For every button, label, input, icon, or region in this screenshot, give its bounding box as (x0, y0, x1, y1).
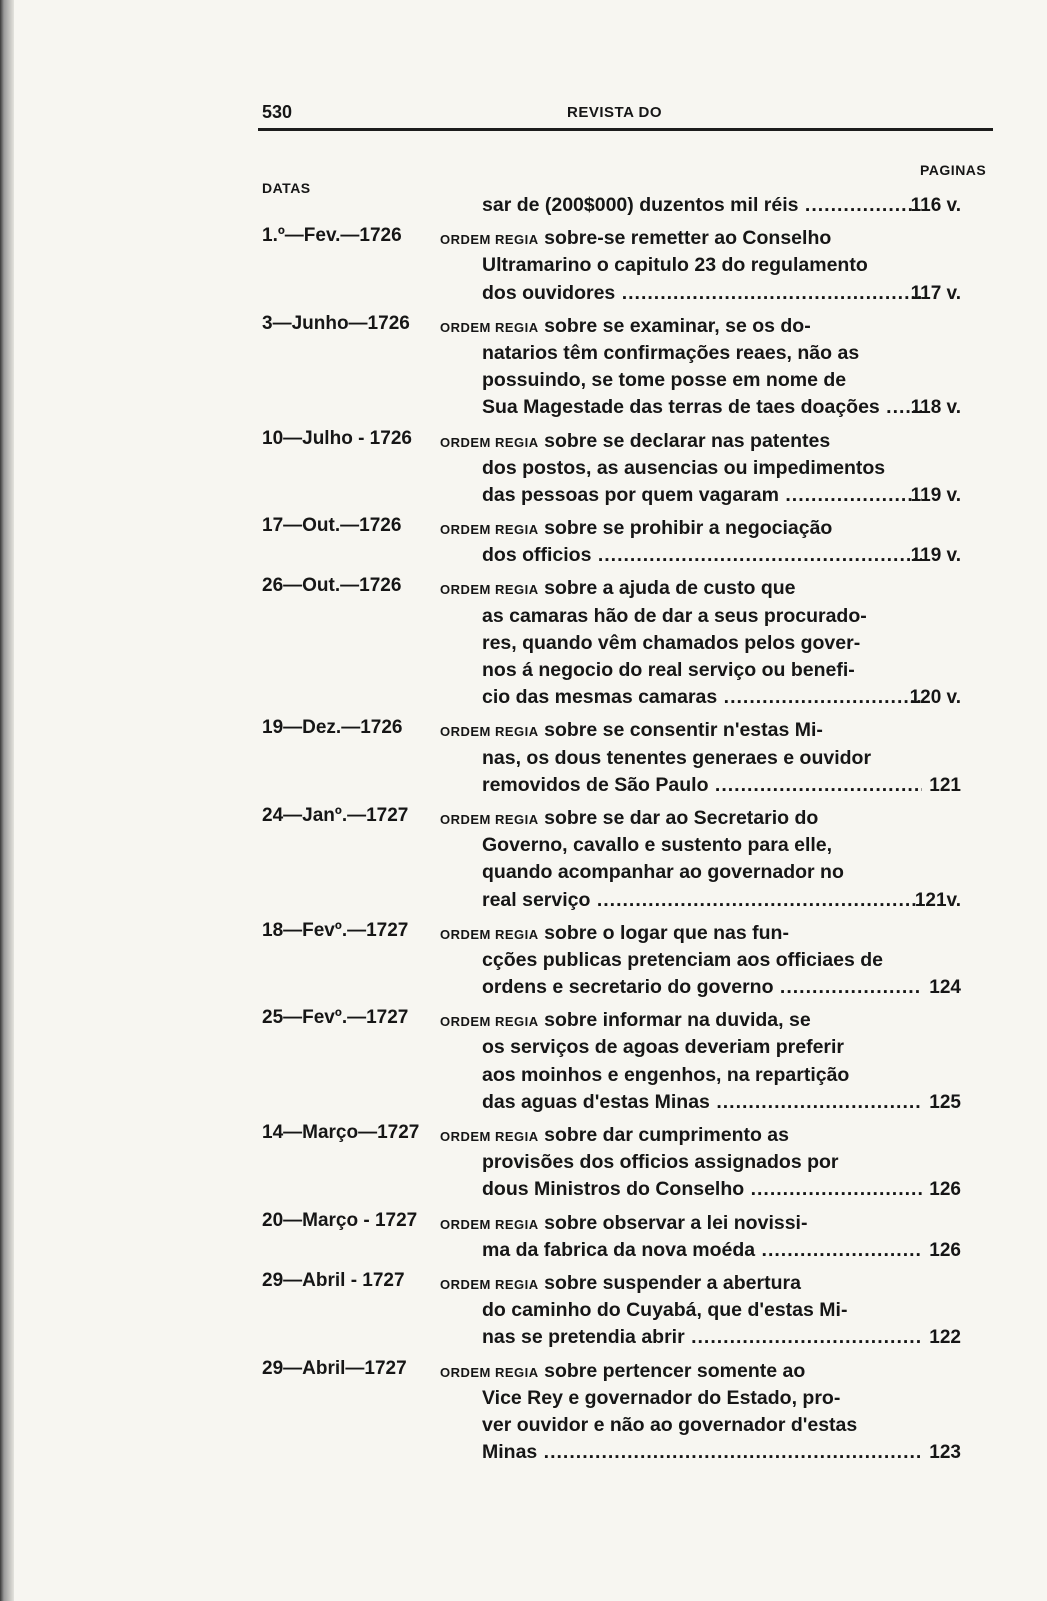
order-title: ORDEM REGIA (440, 522, 539, 538)
entry-line (262, 515, 997, 542)
index-entry (262, 1358, 997, 1467)
entry-date: 10—Julho - 1726 (262, 427, 412, 449)
index-entries (262, 192, 997, 1472)
entry-text: do caminho do Cuyabá, que d'estas Mi- (482, 1299, 848, 1322)
entry-line (262, 1412, 997, 1439)
entry-line (262, 340, 997, 367)
entry-text: sobre se dar ao Secretario do (544, 806, 819, 829)
order-title: ORDEM REGIA (440, 811, 539, 827)
entry-line (262, 1439, 997, 1466)
entry-line (262, 225, 997, 252)
page-reference: 121 (929, 774, 961, 796)
entry-line (262, 1062, 997, 1089)
entry-text: sar de (200$000) duzentos mil réis (482, 194, 799, 216)
entry-date: 24—Janº.—1727 (262, 804, 409, 826)
entry-text: Governo, cavallo e sustento para elle, (482, 834, 833, 857)
entry-text: os serviços de agoas deveriam preferir (482, 1036, 845, 1059)
entry-text: aos moinhos e engenhos, na repartição (482, 1063, 850, 1086)
entry-line (262, 455, 997, 482)
order-title: ORDEM REGIA (440, 582, 539, 598)
entry-line (262, 280, 997, 307)
index-entry (262, 515, 997, 569)
entry-text: dos ouvidores (482, 281, 616, 304)
entry-text: provisões dos officios assignados por (482, 1151, 839, 1174)
entry-text: Minas (482, 1441, 538, 1464)
entry-text: sobre se prohibir a negociação (544, 517, 833, 540)
entry-text: quando acompanhar ao governador no (482, 861, 844, 884)
entry-date: 3—Junho—1726 (262, 312, 410, 334)
entry-text: sobre informar na duvida, se (544, 1009, 811, 1032)
entry-line (262, 252, 997, 279)
entry-date: 19—Dez.—1726 (262, 717, 403, 739)
index-entry (262, 920, 997, 1002)
entry-text: cio das mesmas camaras (482, 686, 718, 709)
entry-date: 1.º—Fev.—1726 (262, 225, 402, 247)
page-reference: 122 (929, 1327, 961, 1349)
entry-line (262, 367, 997, 394)
entry-date: 18—Fevº.—1727 (262, 919, 409, 941)
index-entry (262, 805, 997, 914)
order-title: ORDEM REGIA (440, 319, 539, 335)
page-reference: 116 v. (910, 195, 961, 216)
order-title: ORDEM REGIA (440, 1364, 539, 1380)
page-reference: 121v. (914, 889, 961, 911)
entry-text: sobre se declarar nas patentes (544, 429, 831, 452)
entry-line (262, 1385, 997, 1412)
page-reference: 118 v. (910, 397, 961, 419)
entry-line (262, 575, 997, 602)
entry-text: Sua Magestade das terras de taes doações (482, 396, 880, 419)
entry-line (262, 974, 997, 1001)
index-entry (262, 192, 997, 219)
entry-line (262, 1176, 997, 1203)
entry-line (262, 1210, 997, 1237)
header-rule (258, 128, 993, 131)
entry-line (262, 657, 997, 684)
entry-text: ma da fabrica da nova moéda (482, 1238, 756, 1261)
pages-column-heading: PAGINAS (920, 162, 987, 178)
entry-text: sobre se consentir n'estas Mi- (544, 719, 823, 742)
entry-line (262, 630, 997, 657)
entry-text: Ultramarino o capitulo 23 do regulamento (482, 254, 868, 277)
entry-line (262, 1324, 997, 1351)
entry-line (262, 947, 997, 974)
index-entry (262, 1210, 997, 1264)
order-title: ORDEM REGIA (440, 1216, 539, 1232)
entry-line (262, 1270, 997, 1297)
entry-line (262, 1237, 997, 1264)
page-reference: 120 v. (909, 687, 961, 709)
index-entry (262, 1122, 997, 1204)
entry-text: nas se pretendia abrir (482, 1326, 685, 1349)
page-reference: 123 (929, 1442, 961, 1464)
index-entry (262, 428, 997, 510)
page-reference: 124 (929, 977, 961, 999)
entry-line (262, 1149, 997, 1176)
index-entry (262, 1270, 997, 1352)
entry-text: sobre se examinar, se os do- (544, 314, 811, 337)
entry-line (262, 482, 997, 509)
index-entry (262, 717, 997, 799)
page-reference: 125 (929, 1091, 961, 1113)
entry-date: 14—Março—1727 (262, 1122, 420, 1143)
entry-text: sobre pertencer somente ao (544, 1359, 806, 1382)
entry-text: nas, os dous tenentes generaes e ouvidor (482, 746, 872, 769)
entry-date: 20—Março - 1727 (262, 1209, 418, 1231)
entry-line (262, 542, 997, 569)
entry-text: removidos de São Paulo (482, 773, 709, 796)
page-reference: 126 (929, 1239, 961, 1261)
entry-line (262, 717, 997, 744)
entry-line (262, 745, 997, 772)
entry-text: cções publicas pretenciam aos officiaes de (482, 948, 883, 971)
entry-line (262, 1007, 997, 1034)
entry-text: possuindo, se tome posse em nome de (482, 369, 847, 392)
entry-line (262, 805, 997, 832)
entry-date: 29—Abril—1727 (262, 1357, 407, 1379)
entry-line (262, 772, 997, 799)
page-reference: 117 v. (910, 282, 961, 304)
page-header (262, 100, 997, 130)
index-entry (262, 225, 997, 307)
entry-text: nos á negocio do real serviço ou benefi- (482, 659, 855, 681)
index-entry (262, 313, 997, 422)
entry-text: natarios têm confirmações reaes, não as (482, 341, 860, 364)
entry-line (262, 603, 997, 630)
entry-text: das aguas d'estas Minas (482, 1090, 710, 1113)
entry-line (262, 1089, 997, 1116)
entry-text: as camaras hão de dar a seus procurado- (482, 604, 867, 627)
index-entry (262, 1007, 997, 1116)
entry-line (262, 1122, 997, 1149)
entry-date: 29—Abril - 1727 (262, 1269, 405, 1291)
entry-text: sobre a ajuda de custo que (544, 577, 796, 600)
book-binding-edge (0, 0, 14, 1601)
entry-line (262, 1297, 997, 1324)
entry-text: sobre suspender a abertura (544, 1271, 801, 1294)
entry-line (262, 313, 997, 340)
entry-line (262, 859, 997, 886)
entry-line (262, 832, 997, 859)
order-title: ORDEM REGIA (440, 434, 539, 450)
page-reference: 119 v. (910, 545, 961, 567)
dates-column-heading: DATAS (262, 180, 311, 196)
entry-text: sobre o logar que nas fun- (544, 921, 789, 944)
page-reference: 119 v. (910, 484, 961, 506)
order-title: ORDEM REGIA (440, 724, 539, 740)
entry-text: ordens e secretario do governo (482, 976, 774, 999)
entry-date: 17—Out.—1726 (262, 515, 402, 537)
entry-line (262, 192, 997, 219)
entry-line (262, 394, 997, 421)
entry-text: ver ouvidor e não ao governador d'estas (482, 1413, 858, 1436)
order-title: ORDEM REGIA (440, 1129, 539, 1144)
entry-text: sobre dar cumprimento as (544, 1124, 789, 1146)
entry-line (262, 684, 997, 711)
entry-text: sobre observar a lei novissi- (544, 1211, 808, 1234)
entry-text: dos officios (482, 544, 592, 567)
index-entry (262, 575, 997, 711)
running-title: REVISTA DO (567, 104, 663, 121)
order-title: ORDEM REGIA (440, 1276, 539, 1292)
entry-line (262, 920, 997, 947)
order-title: ORDEM REGIA (440, 1014, 539, 1030)
entry-line (262, 887, 997, 914)
page-number: 530 (262, 102, 293, 122)
entry-date: 26—Out.—1726 (262, 575, 402, 597)
entry-line (262, 428, 997, 455)
entry-text: dous Ministros do Conselho (482, 1178, 745, 1201)
entry-text: real serviço (482, 888, 591, 911)
page-reference: 126 (929, 1179, 961, 1201)
order-title: ORDEM REGIA (440, 926, 539, 942)
entry-text: sobre-se remetter ao Conselho (544, 227, 832, 250)
entry-text: Vice Rey e governador do Estado, pro- (482, 1386, 841, 1409)
entry-text: res, quando vêm chamados pelos gover- (482, 631, 861, 654)
entry-date: 25—Fevº.—1727 (262, 1007, 409, 1029)
order-title: ORDEM REGIA (440, 232, 539, 248)
entry-text: dos postos, as ausencias ou impedimentos (482, 456, 886, 479)
entry-line (262, 1358, 997, 1385)
entry-text: das pessoas por quem vagaram (482, 483, 779, 506)
entry-line (262, 1034, 997, 1061)
